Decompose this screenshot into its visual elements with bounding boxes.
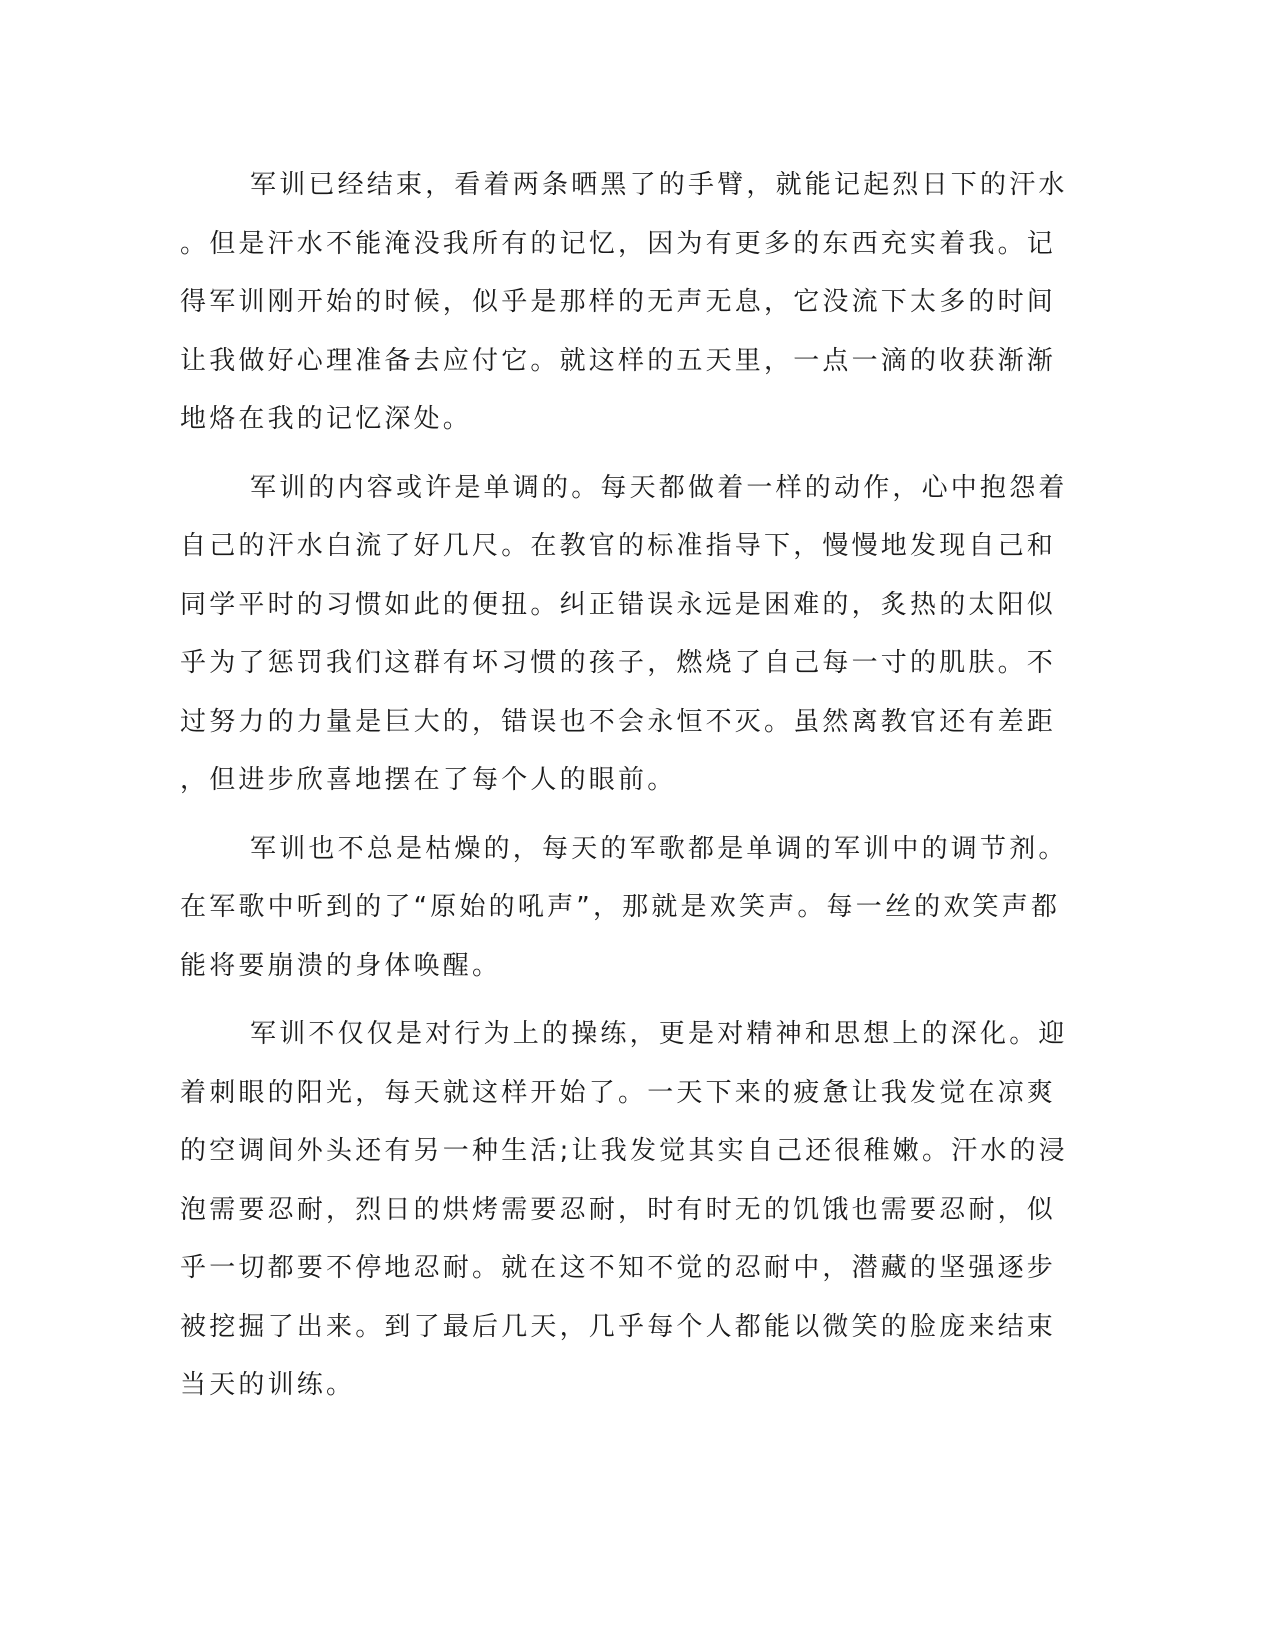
paragraph-line: 军训已经结束，看着两条晒黑了的手臂，就能记起烈日下的汗水 <box>250 170 1068 200</box>
paragraph-line: 得军训刚开始的时候，似乎是那样的无声无息，它没流下太多的时间 <box>180 287 1057 317</box>
paragraph-1 <box>180 156 1068 449</box>
paragraph-line: 被挖掘了出来。到了最后几天，几乎每个人都能以微笑的脸庞来结束 <box>180 1311 1057 1342</box>
paragraph-line: 泡需要忍耐，烈日的烘烤需要忍耐，时有时无的饥饿也需要忍耐，似 <box>180 1194 1057 1225</box>
essay-body <box>180 156 1068 1425</box>
paragraph-line: 自己的汗水白流了好几尺。在教官的标准指导下，慢慢地发现自己和 <box>180 531 1057 561</box>
paragraph-3 <box>180 820 1068 996</box>
paragraph-4 <box>180 1005 1068 1415</box>
paragraph-line: 军训的内容或许是单调的。每天都做着一样的动作，心中抱怨着 <box>250 472 1068 503</box>
paragraph-line: ，但进步欣喜地摆在了每个人的眼前。 <box>180 765 677 795</box>
paragraph-2 <box>180 459 1068 810</box>
paragraph-line: 军训也不总是枯燥的，每天的军歌都是单调的军训中的调节剂。 <box>250 833 1068 864</box>
paragraph-line: 地烙在我的记忆深处。 <box>180 404 473 434</box>
paragraph-line: 乎为了惩罚我们这群有坏习惯的孩子，燃烧了自己每一寸的肌肤。不 <box>180 648 1057 678</box>
paragraph-line: 军训不仅仅是对行为上的操练，更是对精神和思想上的深化。迎 <box>250 1019 1068 1049</box>
paragraph-line: 能将要崩溃的身体唤醒。 <box>180 950 502 981</box>
paragraph-line: 的空调间外头还有另一种生活;让我发觉其实自己还很稚嫩。汗水的浸 <box>180 1136 1068 1166</box>
paragraph-line: 乎一切都要不停地忍耐。就在这不知不觉的忍耐中，潜藏的坚强逐步 <box>180 1253 1057 1283</box>
paragraph-line: 。但是汗水不能淹没我所有的记忆，因为有更多的东西充实着我。记 <box>180 228 1057 259</box>
paragraph-line: 在军歌中听到的了“原始的吼声”，那就是欢笑声。每一丝的欢笑声都 <box>180 892 1061 922</box>
paragraph-line: 同学平时的习惯如此的便扭。纠正错误永远是困难的，炙热的太阳似 <box>180 589 1057 620</box>
paragraph-line: 过努力的力量是巨大的，错误也不会永恒不灭。虽然离教官还有差距 <box>180 706 1057 737</box>
paragraph-line: 着刺眼的阳光，每天就这样开始了。一天下来的疲惫让我发觉在凉爽 <box>180 1077 1057 1108</box>
paragraph-line: 让我做好心理准备去应付它。就这样的五天里，一点一滴的收获渐渐 <box>180 345 1057 376</box>
paragraph-line: 当天的训练。 <box>180 1370 356 1400</box>
